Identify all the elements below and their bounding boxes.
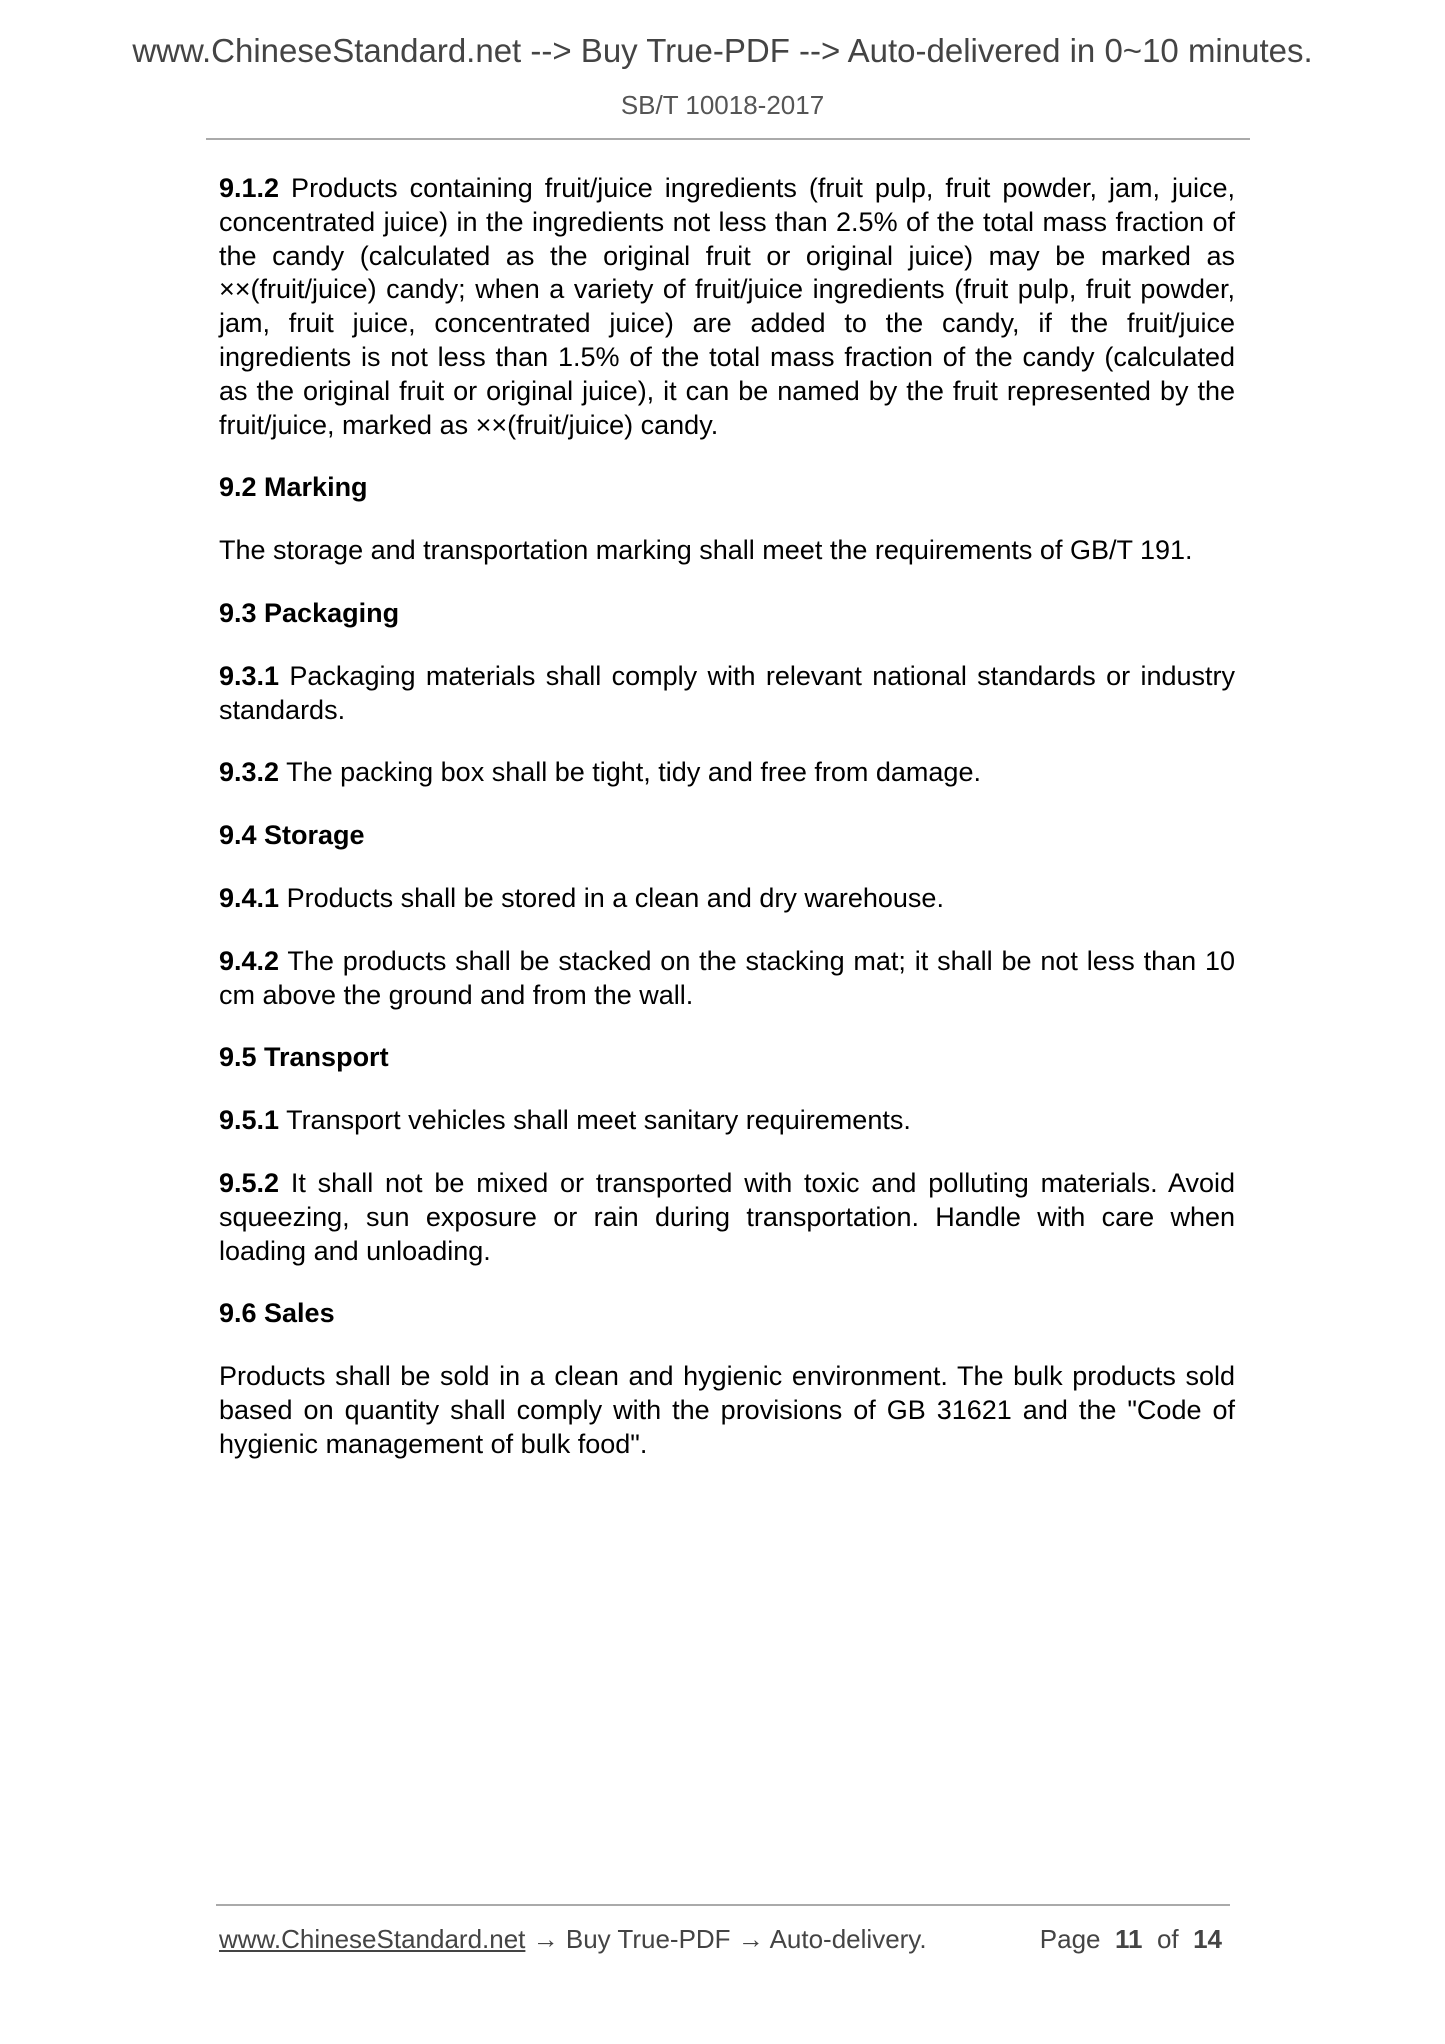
clause-number: 9.5.2 — [219, 1167, 280, 1198]
footer-divider — [216, 1904, 1230, 1906]
paragraph — [219, 756, 1235, 790]
paragraph-text: It shall not be mixed or transported with toxic and polluting materials. Avoid squeezing, sun exposure or rain during transportation. Handle with care when loading and unloading. — [219, 1167, 1235, 1266]
paragraph — [219, 1104, 1235, 1138]
paragraph — [219, 1360, 1235, 1461]
section-heading: 9.5 Transport — [219, 1042, 389, 1073]
paragraph — [219, 172, 1235, 442]
paragraph-text: Packaging materials shall comply with relevant national standards or industry standards. — [219, 660, 1235, 725]
footer-site-link[interactable]: www.ChineseStandard.net — [219, 1924, 526, 1954]
clause-number: 9.3.1 — [219, 660, 280, 691]
clause-number: 9.1.2 — [219, 173, 280, 203]
standard-code: SB/T 10018-2017 — [620, 90, 825, 120]
paragraph — [219, 1167, 1235, 1268]
paragraph — [219, 882, 1235, 916]
clause-number: 9.4.1 — [219, 882, 280, 913]
paragraph-text: Products shall be sold in a clean and hygienic environment. The bulk products sold based on quantity shall comply with the provisions of GB 31621 and the "Code of hygienic management of bulk food". — [219, 1361, 1235, 1459]
footer — [219, 1924, 1230, 1955]
paragraph-text: The storage and transportation marking shall meet the requirements of GB/T 191. — [219, 535, 1193, 566]
page-label: Page — [1039, 1924, 1101, 1954]
paragraph — [219, 660, 1235, 728]
document-body — [219, 172, 1235, 1491]
of-label: of — [1156, 1924, 1179, 1954]
section-heading: 9.2 Marking — [219, 472, 368, 503]
page-total: 14 — [1193, 1924, 1222, 1954]
paragraph-text: Products shall be stored in a clean and dry warehouse. — [279, 882, 944, 913]
footer-tagline: → Buy True-PDF → Auto-delivery. — [525, 1924, 927, 1954]
page-indicator — [1040, 1924, 1222, 1955]
clause-number: 9.5.1 — [219, 1105, 280, 1136]
header-divider — [206, 138, 1250, 140]
paragraph-text: Transport vehicles shall meet sanitary requirements. — [279, 1105, 911, 1136]
header-banner: www.ChineseStandard.net --> Buy True-PDF --> Auto-delivered in 0~10 minutes. — [132, 32, 1313, 69]
clause-number: 9.3.2 — [219, 757, 280, 788]
paragraph — [219, 945, 1235, 1013]
paragraph-text: The products shall be stacked on the stacking mat; it shall be not less than 10 cm above the ground and from the wall. — [219, 945, 1235, 1010]
section-heading: 9.4 Storage — [219, 820, 365, 851]
paragraph — [219, 534, 1235, 568]
paragraph-text: The packing box shall be tight, tidy and free from damage. — [279, 757, 981, 788]
paragraph-text: Products containing fruit/juice ingredients (fruit pulp, fruit powder, jam, juice, concentrated juice) in the ingredients not less than 2.5% of the total mass fraction of the candy (calculated as the original fruit or original juice) may be marked as ××(fruit/juice) candy; when a variety of fruit/juice ingredients (fruit pulp, fruit powder, jam, fruit juice, concentrated juice) are added to the candy, if the fruit/juice ingredients is not less than 1.5% of the total mass fraction of the candy (calculated as the original fruit or original juice), it can be named by the fruit represented by the fruit/juice, marked as ××(fruit/juice) candy. — [219, 173, 1235, 440]
section-heading: 9.6 Sales — [219, 1298, 335, 1329]
page-current: 11 — [1114, 1924, 1143, 1954]
clause-number: 9.4.2 — [219, 945, 280, 976]
section-heading: 9.3 Packaging — [219, 597, 400, 628]
